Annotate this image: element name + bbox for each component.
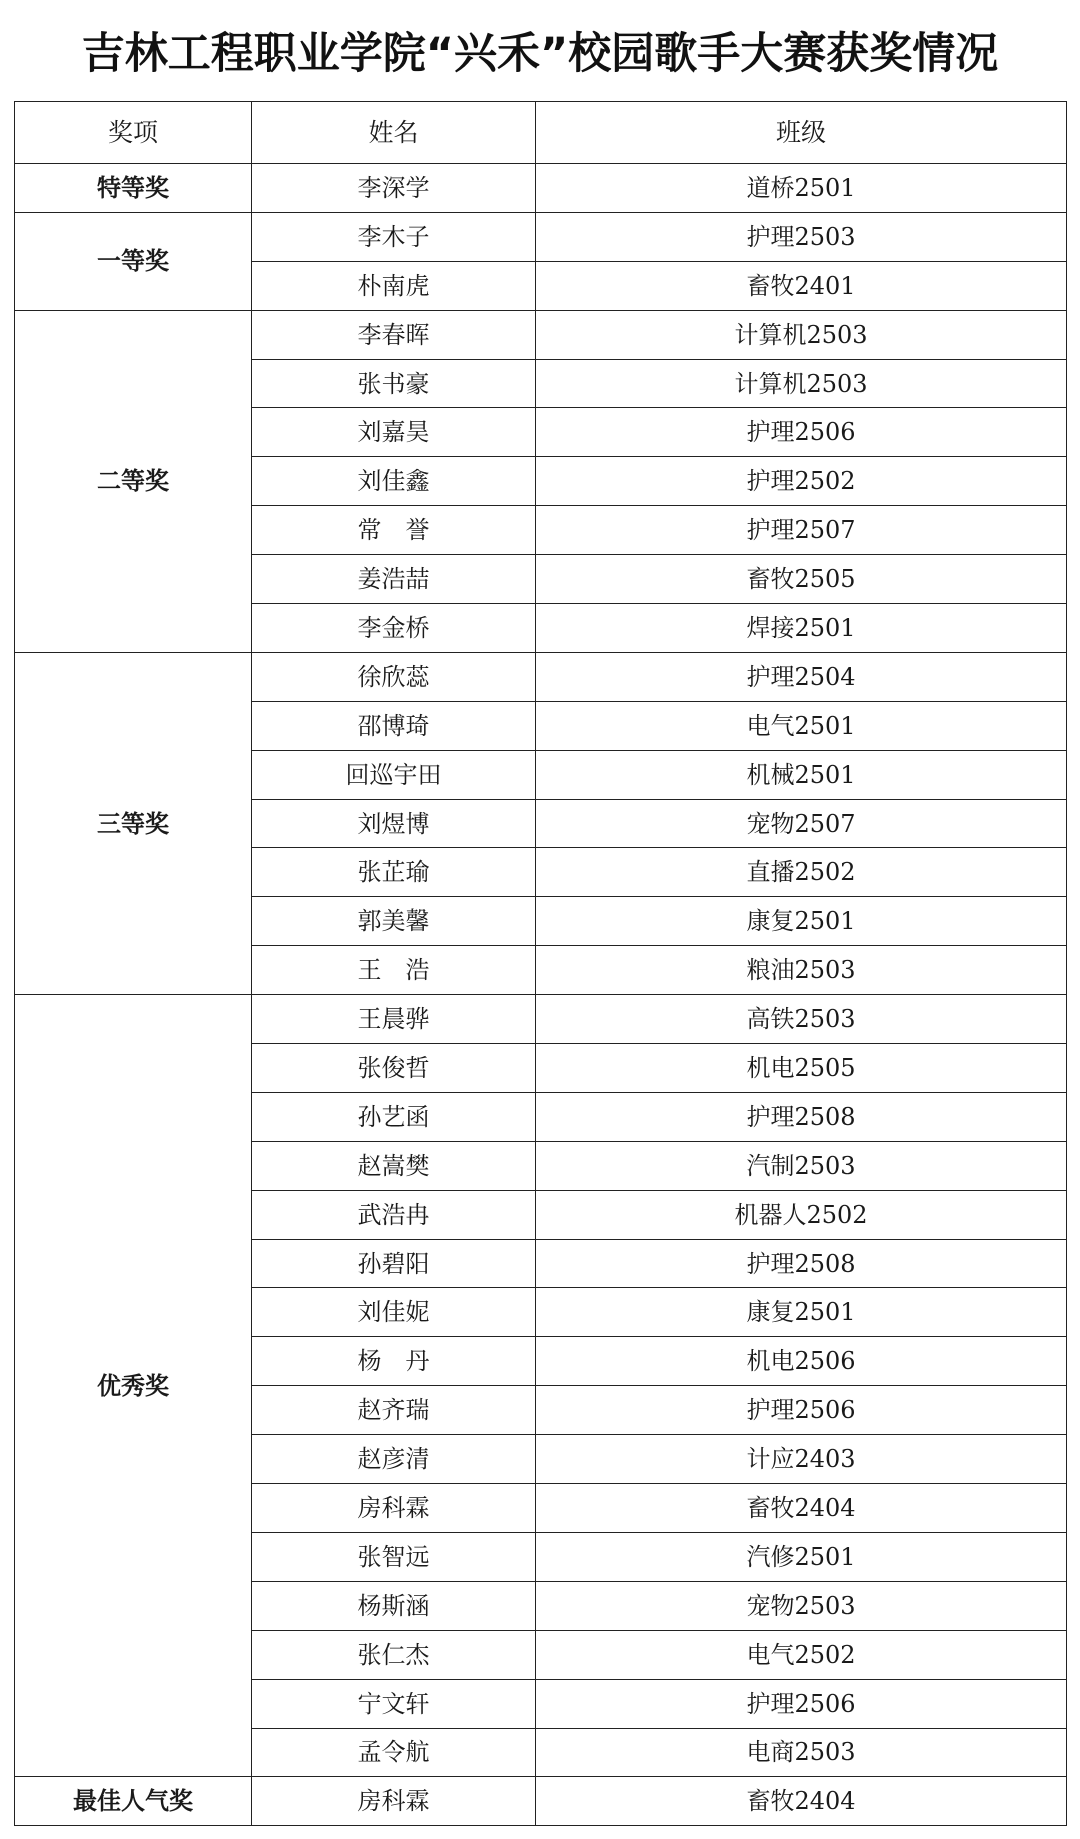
name-cell: 刘佳妮 [252,1288,536,1337]
class-cell: 护理2506 [536,1679,1067,1728]
table-row [15,310,1067,359]
class-cell: 机电2505 [536,1044,1067,1093]
table-row [15,1777,1067,1826]
award-cell: 一等奖 [15,212,252,310]
class-cell: 护理2502 [536,457,1067,506]
name-cell: 张俊哲 [252,1044,536,1093]
class-cell: 护理2508 [536,1239,1067,1288]
table-row [15,212,1067,261]
name-cell: 姜浩喆 [252,555,536,604]
class-cell: 计应2403 [536,1435,1067,1484]
name-cell: 刘嘉昊 [252,408,536,457]
name-cell: 杨 丹 [252,1337,536,1386]
name-cell: 郭美馨 [252,897,536,946]
header-award: 奖项 [15,102,252,164]
name-cell: 张智远 [252,1532,536,1581]
class-cell: 护理2506 [536,408,1067,457]
class-cell: 康复2501 [536,1288,1067,1337]
class-cell: 宠物2503 [536,1581,1067,1630]
class-cell: 汽制2503 [536,1141,1067,1190]
class-cell: 机械2501 [536,750,1067,799]
name-cell: 武浩冉 [252,1190,536,1239]
name-cell: 朴南虎 [252,261,536,310]
name-cell: 王 浩 [252,946,536,995]
table-row [15,164,1067,213]
name-cell: 房科霖 [252,1484,536,1533]
name-cell: 赵嵩樊 [252,1141,536,1190]
name-cell: 孟令航 [252,1728,536,1777]
class-cell: 直播2502 [536,848,1067,897]
class-cell: 康复2501 [536,897,1067,946]
table-row [15,652,1067,701]
award-cell: 三等奖 [15,652,252,994]
name-cell: 赵齐瑞 [252,1386,536,1435]
awards-table [14,101,1067,1826]
name-cell: 王晨骅 [252,995,536,1044]
name-cell: 孙碧阳 [252,1239,536,1288]
table-row [15,995,1067,1044]
header-name: 姓名 [252,102,536,164]
class-cell: 汽修2501 [536,1532,1067,1581]
class-cell: 宠物2507 [536,799,1067,848]
class-cell: 畜牧2404 [536,1777,1067,1826]
name-cell: 张仁杰 [252,1630,536,1679]
name-cell: 刘煜博 [252,799,536,848]
name-cell: 李深学 [252,164,536,213]
name-cell: 宁文轩 [252,1679,536,1728]
name-cell: 徐欣蕊 [252,652,536,701]
page-title: 吉林工程职业学院“兴禾”校园歌手大赛获奖情况 [81,29,999,79]
class-cell: 护理2504 [536,652,1067,701]
class-cell: 护理2503 [536,212,1067,261]
class-cell: 电气2501 [536,701,1067,750]
class-cell: 护理2508 [536,1092,1067,1141]
class-cell: 计算机2503 [536,359,1067,408]
class-cell: 焊接2501 [536,604,1067,653]
name-cell: 邵博琦 [252,701,536,750]
name-cell: 房科霖 [252,1777,536,1826]
class-cell: 护理2506 [536,1386,1067,1435]
class-cell: 畜牧2401 [536,261,1067,310]
header-class: 班级 [536,102,1067,164]
class-cell: 道桥2501 [536,164,1067,213]
header-row [15,102,1067,164]
name-cell: 李木子 [252,212,536,261]
class-cell: 护理2507 [536,506,1067,555]
award-cell: 优秀奖 [15,995,252,1777]
name-cell: 常 誉 [252,506,536,555]
class-cell: 计算机2503 [536,310,1067,359]
name-cell: 张芷瑜 [252,848,536,897]
award-cell: 最佳人气奖 [15,1777,252,1826]
awards-body [15,164,1067,1826]
class-cell: 电气2502 [536,1630,1067,1679]
name-cell: 孙艺函 [252,1092,536,1141]
class-cell: 畜牧2505 [536,555,1067,604]
award-cell: 特等奖 [15,164,252,213]
class-cell: 机电2506 [536,1337,1067,1386]
class-cell: 电商2503 [536,1728,1067,1777]
name-cell: 李春晖 [252,310,536,359]
class-cell: 机器人2502 [536,1190,1067,1239]
class-cell: 粮油2503 [536,946,1067,995]
name-cell: 李金桥 [252,604,536,653]
name-cell: 刘佳鑫 [252,457,536,506]
name-cell: 回巡宇田 [252,750,536,799]
title-container [14,0,1066,101]
award-cell: 二等奖 [15,310,252,652]
name-cell: 杨斯涵 [252,1581,536,1630]
name-cell: 张书豪 [252,359,536,408]
class-cell: 高铁2503 [536,995,1067,1044]
name-cell: 赵彦清 [252,1435,536,1484]
class-cell: 畜牧2404 [536,1484,1067,1533]
